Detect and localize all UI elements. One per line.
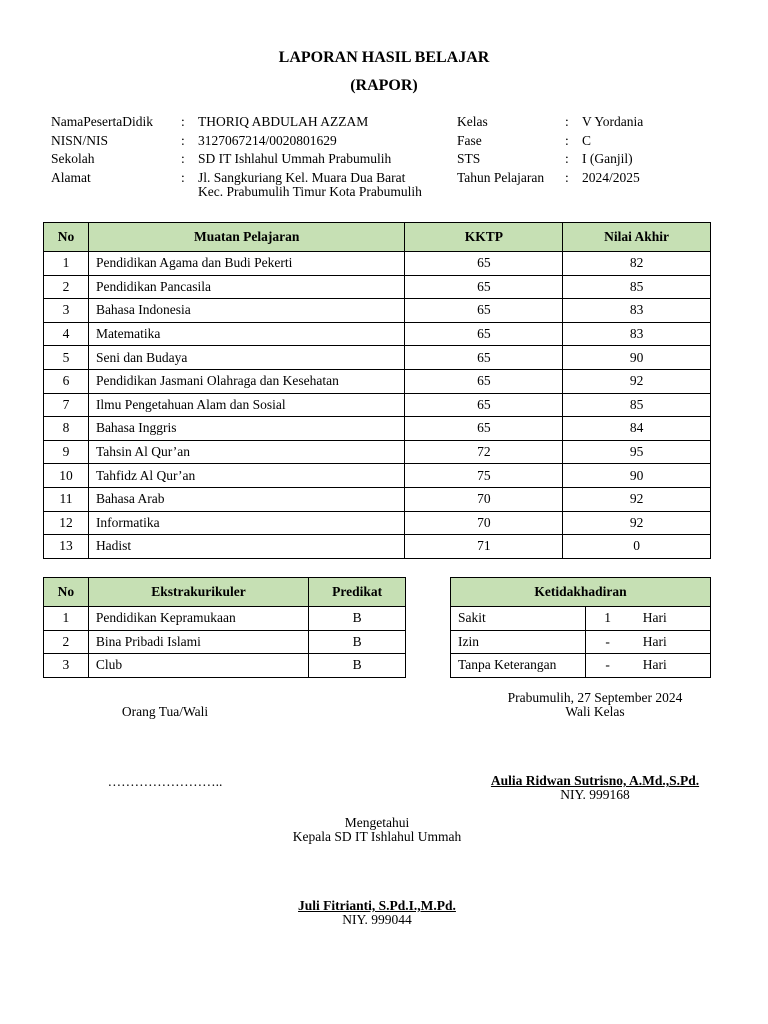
subject-name: Informatika (88, 511, 405, 535)
absence-table (450, 577, 711, 678)
kktp-value: 70 (405, 487, 563, 511)
table-row (44, 252, 711, 276)
table-row (44, 299, 711, 323)
column-header-no: No (44, 578, 89, 607)
kktp-value: 65 (405, 417, 563, 441)
table-header-row (44, 223, 711, 252)
report-title: LAPORAN HASIL BELAJAR (278, 49, 490, 66)
info-separator: : (181, 132, 185, 148)
final-score: 90 (563, 464, 711, 488)
principal-niy: NIY. 999044 (342, 912, 412, 927)
absence-count: 1 (585, 607, 630, 631)
activity-name: Pendidikan Kepramukaan (88, 607, 308, 631)
final-score: 85 (563, 275, 711, 299)
grades-table (43, 222, 711, 559)
info-separator: : (565, 151, 569, 166)
absence-count: - (585, 654, 630, 678)
table-row (44, 511, 711, 535)
row-number: 3 (44, 654, 89, 678)
info-label: Alamat (51, 169, 91, 185)
student-name: THORIQ ABDULAH AZZAM (198, 114, 369, 129)
subject-name: Seni dan Budaya (88, 346, 405, 370)
column-header-subject: Muatan Pelajaran (88, 223, 405, 252)
principal-name: Juli Fitrianti, S.Pd.I.,M.Pd. (298, 898, 456, 913)
column-header-kktp: KKTP (405, 223, 563, 252)
info-row-address (51, 169, 448, 199)
row-number: 12 (44, 511, 89, 535)
column-header-activity: Ekstrakurikuler (88, 578, 308, 607)
column-header-score: Nilai Akhir (563, 223, 711, 252)
activity-name: Club (88, 654, 308, 678)
table-row (44, 654, 406, 678)
school-name: SD IT Ishlahul Ummah Prabumulih (198, 151, 392, 166)
info-label: NamaPesertaDidik (51, 114, 153, 129)
info-row-name (51, 113, 448, 132)
report-subtitle: (RAPOR) (350, 77, 418, 94)
teacher-niy: NIY. 999168 (560, 787, 630, 802)
row-number: 10 (44, 464, 89, 488)
phase-value: C (582, 132, 592, 148)
absence-count: - (585, 630, 630, 654)
absence-unit: Hari (630, 654, 711, 678)
row-number: 5 (44, 346, 89, 370)
info-separator: : (565, 114, 569, 129)
subject-name: Hadist (88, 535, 405, 559)
subject-name: Matematika (88, 322, 405, 346)
info-row-class (457, 113, 712, 132)
info-label: NISN/NIS (51, 132, 109, 148)
row-number: 2 (44, 630, 89, 654)
info-separator: : (181, 114, 185, 129)
info-row-nisn (51, 132, 448, 151)
table-row (44, 607, 406, 631)
table-row (44, 346, 711, 370)
info-label: STS (457, 151, 481, 166)
absence-type: Sakit (451, 607, 586, 631)
table-row (44, 393, 711, 417)
info-separator: : (565, 132, 569, 148)
final-score: 83 (563, 322, 711, 346)
table-row (44, 535, 711, 559)
kktp-value: 70 (405, 511, 563, 535)
final-score: 82 (563, 252, 711, 276)
info-label: Sekolah (51, 151, 95, 166)
row-number: 1 (44, 607, 89, 631)
teacher-name: Aulia Ridwan Sutrisno, A.Md.,S.Pd. (490, 773, 700, 788)
principal-label: Kepala SD IT Ishlahul Ummah (292, 829, 462, 844)
kktp-value: 71 (405, 535, 563, 559)
kktp-value: 72 (405, 440, 563, 464)
subject-name: Pendidikan Pancasila (88, 275, 405, 299)
info-label: Kelas (457, 114, 488, 129)
column-header-absence: Ketidakhadiran (451, 578, 711, 607)
info-label: Fase (457, 132, 482, 148)
table-row (451, 654, 711, 678)
row-number: 13 (44, 535, 89, 559)
final-score: 84 (563, 417, 711, 441)
kktp-value: 65 (405, 369, 563, 393)
info-row-sts (457, 150, 712, 169)
table-row (44, 440, 711, 464)
row-number: 4 (44, 322, 89, 346)
info-separator: : (181, 151, 185, 166)
subject-name: Bahasa Inggris (88, 417, 405, 441)
subject-name: Pendidikan Agama dan Budi Pekerti (88, 252, 405, 276)
row-number: 6 (44, 369, 89, 393)
table-header-row (44, 578, 406, 607)
info-label: Tahun Pelajaran (457, 169, 545, 185)
table-row (44, 630, 406, 654)
table-row (44, 369, 711, 393)
sts-value: I (Ganjil) (582, 151, 633, 166)
final-score: 92 (563, 487, 711, 511)
final-score: 85 (563, 393, 711, 417)
academic-year: 2024/2025 (582, 169, 640, 185)
teacher-label: Wali Kelas (565, 704, 625, 719)
info-separator: : (181, 169, 185, 185)
subject-name: Bahasa Indonesia (88, 299, 405, 323)
activity-grade: B (309, 654, 406, 678)
table-row (451, 630, 711, 654)
subject-name: Tahfidz Al Qur’an (88, 464, 405, 488)
info-row-phase (457, 132, 712, 151)
info-row-year (457, 169, 712, 188)
kktp-value: 65 (405, 299, 563, 323)
kktp-value: 65 (405, 322, 563, 346)
absence-type: Tanpa Keterangan (451, 654, 586, 678)
final-score: 0 (563, 535, 711, 559)
place-date: Prabumulih, 27 September 2024 (507, 690, 683, 705)
column-header-no: No (44, 223, 89, 252)
final-score: 90 (563, 346, 711, 370)
kktp-value: 65 (405, 393, 563, 417)
table-row (44, 322, 711, 346)
absence-unit: Hari (630, 630, 711, 654)
row-number: 1 (44, 252, 89, 276)
final-score: 83 (563, 299, 711, 323)
row-number: 7 (44, 393, 89, 417)
student-nisn: 3127067214/0020801629 (198, 132, 337, 148)
row-number: 8 (44, 417, 89, 441)
info-row-school (51, 150, 448, 169)
table-row (44, 417, 711, 441)
absence-unit: Hari (630, 607, 711, 631)
subject-name: Ilmu Pengetahuan Alam dan Sosial (88, 393, 405, 417)
table-row (44, 464, 711, 488)
activity-grade: B (309, 607, 406, 631)
student-info-right (457, 113, 712, 187)
address-line-1: Jl. Sangkuriang Kel. Muara Dua Barat (198, 169, 406, 185)
acknowledged-label: Mengetahui (344, 815, 410, 830)
info-separator: : (565, 169, 569, 185)
activity-grade: B (309, 630, 406, 654)
final-score: 95 (563, 440, 711, 464)
absence-type: Izin (451, 630, 586, 654)
kktp-value: 65 (405, 346, 563, 370)
parent-signature-line: …………………….. (107, 774, 223, 789)
class-value: V Yordania (582, 114, 644, 129)
extracurricular-table (43, 577, 406, 678)
row-number: 2 (44, 275, 89, 299)
kktp-value: 65 (405, 252, 563, 276)
table-header-row (451, 578, 711, 607)
address-line-2: Kec. Prabumulih Timur Kota Prabumulih (198, 183, 422, 199)
school-address (198, 169, 448, 199)
final-score: 92 (563, 369, 711, 393)
table-row (451, 607, 711, 631)
activity-name: Bina Pribadi Islami (88, 630, 308, 654)
parent-label: Orang Tua/Wali (121, 704, 209, 719)
kktp-value: 75 (405, 464, 563, 488)
subject-name: Pendidikan Jasmani Olahraga dan Kesehatan (88, 369, 405, 393)
row-number: 11 (44, 487, 89, 511)
row-number: 9 (44, 440, 89, 464)
final-score: 92 (563, 511, 711, 535)
student-info-left (51, 113, 448, 199)
row-number: 3 (44, 299, 89, 323)
subject-name: Bahasa Arab (88, 487, 405, 511)
kktp-value: 65 (405, 275, 563, 299)
subject-name: Tahsin Al Qur’an (88, 440, 405, 464)
table-row (44, 275, 711, 299)
column-header-grade: Predikat (309, 578, 406, 607)
table-row (44, 487, 711, 511)
